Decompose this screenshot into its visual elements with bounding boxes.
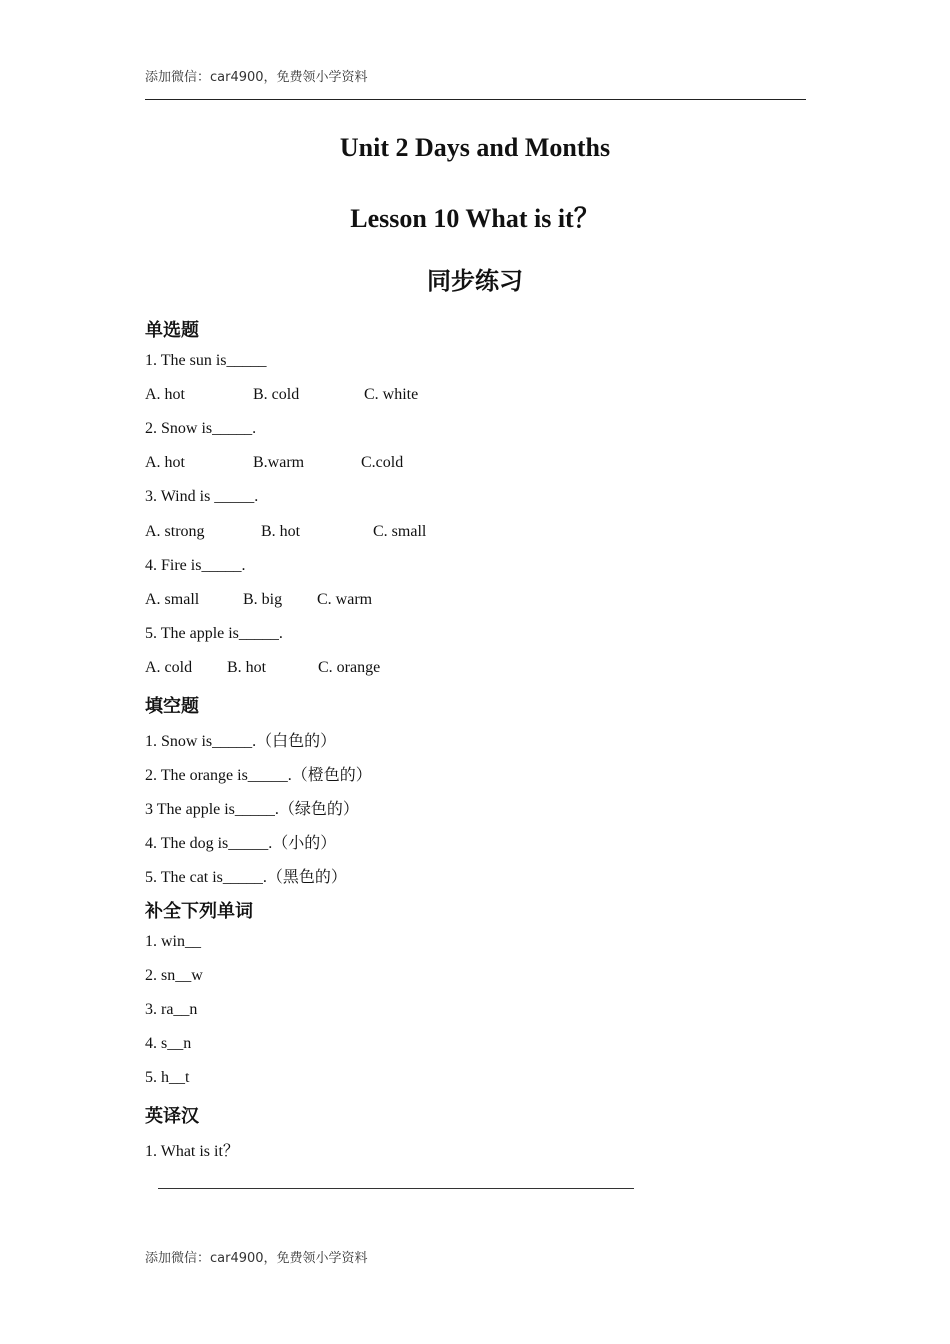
answer-line	[158, 1188, 634, 1189]
question: 3. Wind is _____.	[145, 488, 259, 505]
word-item: 2. sn__w	[145, 967, 203, 984]
section-heading-fill-blank: 填空题	[145, 696, 199, 717]
fill-item: 2. The orange is_____.（橙色的）	[145, 767, 372, 784]
option-c: C. small	[373, 523, 427, 540]
question: 2. Snow is_____.	[145, 420, 257, 437]
option-a: A. hot	[145, 386, 185, 403]
lesson-title: Lesson 10 What is it？	[350, 204, 600, 233]
option-a: A. strong	[145, 523, 205, 540]
option-a: A. hot	[145, 454, 185, 471]
fill-item: 5. The cat is_____.（黑色的）	[145, 869, 347, 886]
section-heading-complete-words: 补全下列单词	[145, 901, 253, 922]
option-b: B. hot	[261, 523, 301, 540]
question: 4. Fire is_____.	[145, 557, 246, 574]
option-b: B. hot	[227, 659, 267, 676]
unit-title: Unit 2 Days and Months	[339, 133, 611, 162]
question: 1. The sun is_____	[145, 352, 267, 369]
word-item: 3. ra__n	[145, 1001, 198, 1018]
footer-note: 添加微信：car4900，免费领小学资料	[145, 1251, 368, 1266]
option-b: B. cold	[253, 386, 300, 403]
fill-item: 1. Snow is_____.（白色的）	[145, 733, 337, 750]
question: 5. The apple is_____.	[145, 625, 283, 642]
option-b: B.warm	[253, 454, 305, 471]
header-divider	[145, 99, 806, 100]
option-a: A. small	[145, 591, 200, 608]
word-item: 1. win__	[145, 933, 201, 950]
option-a: A. cold	[145, 659, 193, 676]
word-item: 4. s__n	[145, 1035, 192, 1052]
word-item: 5. h__t	[145, 1069, 190, 1086]
option-c: C. orange	[318, 659, 381, 676]
option-c: C.cold	[361, 454, 404, 471]
translate-item: 1. What is it？	[145, 1143, 239, 1160]
section-heading-single-choice: 单选题	[145, 320, 199, 341]
option-b: B. big	[243, 591, 283, 608]
fill-item: 3 The apple is_____.（绿色的）	[145, 801, 359, 818]
fill-item: 4. The dog is_____.（小的）	[145, 835, 337, 852]
option-c: C. white	[364, 386, 419, 403]
header-note: 添加微信：car4900，免费领小学资料	[145, 70, 368, 85]
option-c: C. warm	[317, 591, 373, 608]
page-subtitle: 同步练习	[427, 267, 523, 295]
section-heading-translate: 英译汉	[145, 1106, 199, 1127]
